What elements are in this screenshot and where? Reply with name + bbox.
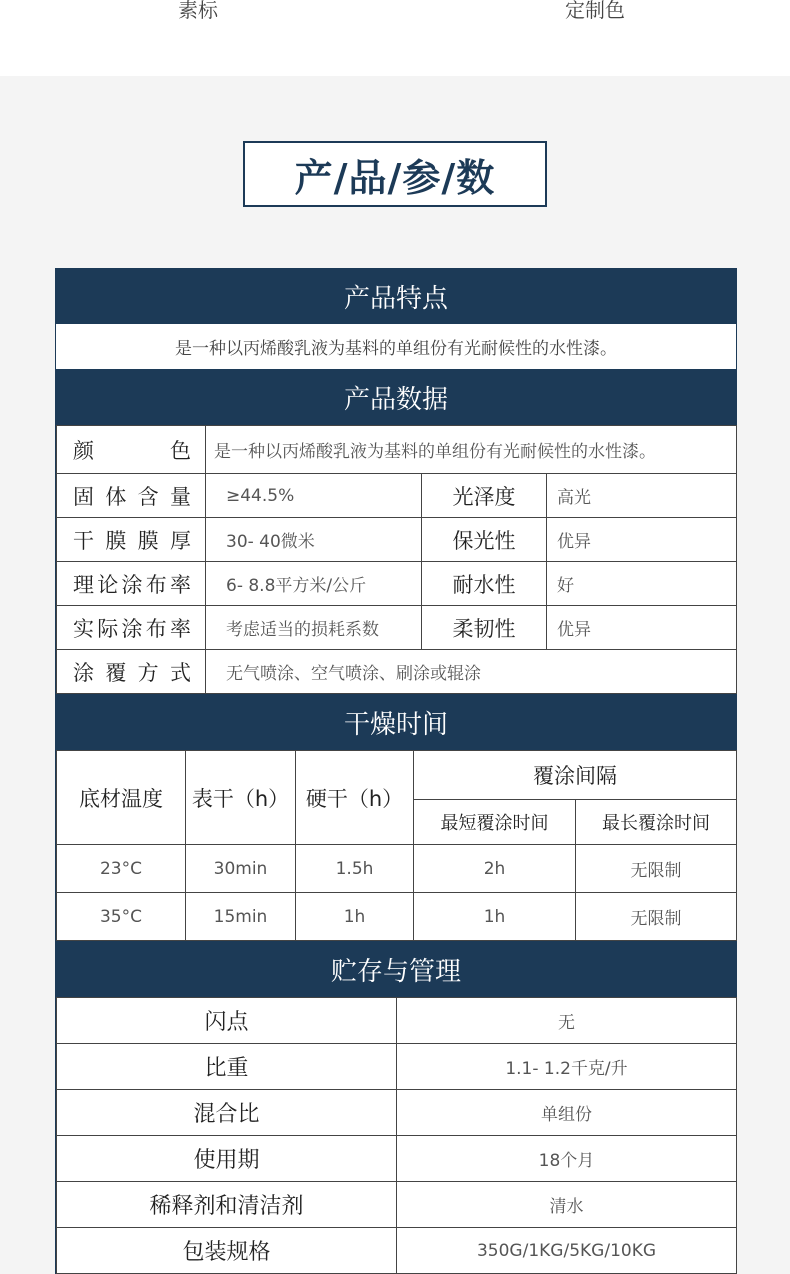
option-label-plain: 素标 — [178, 0, 218, 22]
mixing-ratio-label: 混合比 — [57, 1090, 397, 1136]
min-recoat-cell: 2h — [414, 845, 576, 893]
solids-content-value: ≥44.5% — [206, 474, 422, 518]
packaging-label: 包装规格 — [57, 1228, 397, 1274]
max-recoat-cell: 无限制 — [576, 893, 737, 941]
color-value: 是一种以丙烯酸乳液为基料的单组份有光耐候性的水性漆。 — [206, 426, 737, 474]
table-row — [57, 998, 737, 1044]
recoat-interval-header: 覆涂间隔 — [414, 751, 737, 800]
solids-content-label: 固体含量 — [57, 474, 206, 518]
hard-dry-cell: 1h — [296, 893, 414, 941]
table-row — [57, 1044, 737, 1090]
color-label: 颜 色 — [57, 426, 206, 474]
top-option-strip — [0, 0, 790, 76]
application-method-label: 涂覆方式 — [57, 650, 206, 694]
table-row — [57, 751, 737, 800]
practical-coverage-label: 实际涂布率 — [57, 606, 206, 650]
table-row — [57, 1182, 737, 1228]
table-row — [57, 606, 737, 650]
temp-cell: 35°C — [57, 893, 186, 941]
product-parameters-panel — [55, 268, 737, 1274]
table-row — [57, 893, 737, 941]
features-text: 是一种以丙烯酸乳液为基料的单组份有光耐候性的水性漆。 — [175, 339, 617, 359]
shelf-life-value: 18个月 — [397, 1136, 737, 1182]
features-heading: 产品特点 — [56, 268, 736, 324]
gloss-retention-value: 优异 — [547, 518, 737, 562]
drying-time-table — [56, 750, 737, 941]
hard-dry-header: 硬干（h） — [296, 751, 414, 845]
gloss-retention-label: 保光性 — [422, 518, 547, 562]
table-row — [57, 426, 737, 474]
table-row — [57, 1090, 737, 1136]
product-data-heading: 产品数据 — [56, 369, 736, 425]
min-recoat-cell: 1h — [414, 893, 576, 941]
drying-time-heading: 干燥时间 — [56, 694, 736, 750]
surface-dry-cell: 15min — [186, 893, 296, 941]
mixing-ratio-value: 单组份 — [397, 1090, 737, 1136]
flash-point-value: 无 — [397, 998, 737, 1044]
dry-film-thickness-label: 干膜膜厚 — [57, 518, 206, 562]
theoretical-coverage-label: 理论涂布率 — [57, 562, 206, 606]
table-row — [57, 1136, 737, 1182]
max-recoat-cell: 无限制 — [576, 845, 737, 893]
thinner-cleaner-value: 清水 — [397, 1182, 737, 1228]
flexibility-label: 柔韧性 — [422, 606, 547, 650]
min-recoat-header: 最短覆涂时间 — [414, 800, 576, 845]
theoretical-coverage-value: 6- 8.8平方米/公斤 — [206, 562, 422, 606]
table-row — [57, 562, 737, 606]
thinner-cleaner-label: 稀释剂和清洁剂 — [57, 1182, 397, 1228]
max-recoat-header: 最长覆涂时间 — [576, 800, 737, 845]
application-method-value: 无气喷涂、空气喷涂、刷涂或辊涂 — [206, 650, 737, 694]
table-row — [57, 518, 737, 562]
specific-gravity-value: 1.1- 1.2千克/升 — [397, 1044, 737, 1090]
water-resistance-value: 好 — [547, 562, 737, 606]
practical-coverage-value: 考虑适当的损耗系数 — [206, 606, 422, 650]
hard-dry-cell: 1.5h — [296, 845, 414, 893]
storage-table — [56, 997, 737, 1274]
specific-gravity-label: 比重 — [57, 1044, 397, 1090]
gloss-label: 光泽度 — [422, 474, 547, 518]
substrate-temp-header: 底材温度 — [57, 751, 186, 845]
packaging-value: 350G/1KG/5KG/10KG — [397, 1228, 737, 1274]
storage-heading: 贮存与管理 — [56, 941, 736, 997]
table-row — [57, 845, 737, 893]
table-row — [57, 650, 737, 694]
gloss-value: 高光 — [547, 474, 737, 518]
table-row — [57, 1228, 737, 1274]
flexibility-value: 优异 — [547, 606, 737, 650]
surface-dry-cell: 30min — [186, 845, 296, 893]
page-title: 产/品/参/数 — [243, 141, 547, 207]
dry-film-thickness-value: 30- 40微米 — [206, 518, 422, 562]
temp-cell: 23°C — [57, 845, 186, 893]
table-row — [57, 474, 737, 518]
surface-dry-header: 表干（h） — [186, 751, 296, 845]
flash-point-label: 闪点 — [57, 998, 397, 1044]
option-label-custom-color: 定制色 — [565, 0, 625, 22]
shelf-life-label: 使用期 — [57, 1136, 397, 1182]
water-resistance-label: 耐水性 — [422, 562, 547, 606]
product-data-table — [56, 425, 737, 694]
